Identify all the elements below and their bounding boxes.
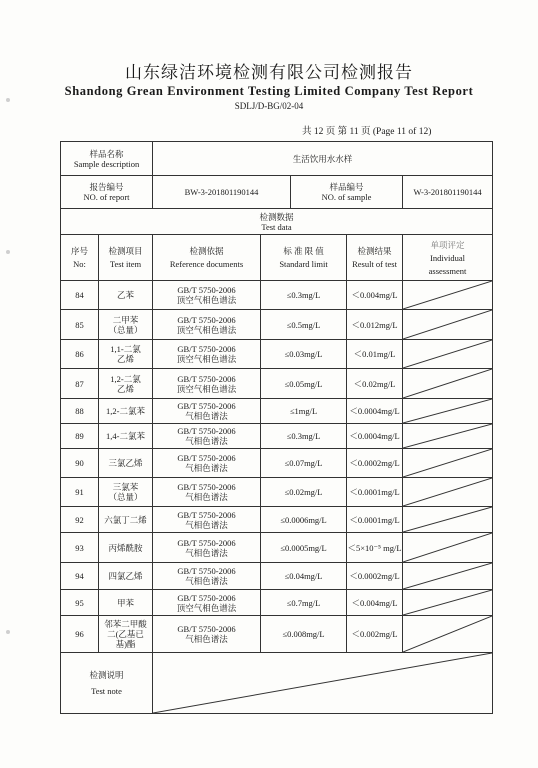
reference-document bbox=[153, 310, 261, 340]
test-item: 1,2-二氯苯 bbox=[99, 399, 153, 424]
test-result: ＜0.0004mg/L bbox=[347, 399, 403, 424]
test-item: 六氯丁二烯 bbox=[99, 507, 153, 533]
row-number: 84 bbox=[61, 281, 99, 310]
reference-method: 顶空气相色谱法 bbox=[176, 324, 237, 335]
reference-method: 气相色谱法 bbox=[185, 463, 228, 473]
row-number: 89 bbox=[61, 424, 99, 449]
table-row bbox=[61, 533, 493, 563]
test-item: 三氯乙烯 bbox=[99, 449, 153, 478]
row-number: 86 bbox=[61, 340, 99, 369]
table-row bbox=[61, 449, 493, 478]
test-data-heading-row bbox=[61, 209, 493, 235]
table-row bbox=[61, 616, 493, 653]
reference-standard: GB/T 5750-2006 bbox=[177, 509, 236, 520]
reference-document bbox=[153, 449, 261, 478]
reference-document bbox=[153, 533, 261, 563]
test-item: 甲苯 bbox=[99, 590, 153, 616]
diagonal-line-icon bbox=[403, 563, 492, 589]
reference-standard: GB/T 5750-2006 bbox=[177, 373, 236, 384]
reference-method: 顶空气相色谱法 bbox=[176, 602, 237, 613]
diagonal-line-icon bbox=[403, 449, 492, 477]
table-row bbox=[61, 478, 493, 507]
test-item: 乙苯 bbox=[99, 281, 153, 310]
assessment-cell bbox=[403, 507, 493, 533]
punch-hole bbox=[6, 98, 10, 102]
reference-method: 气相色谱法 bbox=[185, 634, 228, 644]
assessment-cell bbox=[403, 616, 493, 653]
reference-method: 顶空气相色谱法 bbox=[176, 354, 237, 364]
reference-method: 气相色谱法 bbox=[185, 436, 228, 446]
reference-method: 气相色谱法 bbox=[185, 411, 228, 421]
diagonal-line-icon bbox=[403, 310, 492, 339]
standard-limit: ≤0.0006mg/L bbox=[261, 507, 347, 533]
reference-document bbox=[153, 369, 261, 399]
row-number: 91 bbox=[61, 478, 99, 507]
reference-standard: GB/T 5750-2006 bbox=[177, 482, 236, 492]
diagonal-line-icon bbox=[153, 653, 492, 713]
punch-hole bbox=[6, 250, 10, 254]
diagonal-line-icon bbox=[403, 424, 492, 448]
row-number: 87 bbox=[61, 369, 99, 399]
test-result: ＜0.0001mg/L bbox=[347, 478, 403, 507]
diagonal-line-icon bbox=[403, 507, 492, 532]
assessment-cell bbox=[403, 590, 493, 616]
row-number: 92 bbox=[61, 507, 99, 533]
reference-method: 顶空气相色谱法 bbox=[176, 383, 237, 394]
reference-document bbox=[153, 590, 261, 616]
assessment-cell bbox=[403, 449, 493, 478]
sample-number-value: W-3-201801190144 bbox=[403, 176, 493, 209]
assessment-cell bbox=[403, 369, 493, 399]
punch-hole bbox=[6, 630, 10, 634]
test-item: 二甲苯 （总量） bbox=[99, 310, 153, 340]
document-code: SDLJ/D-BG/02-04 bbox=[234, 101, 304, 111]
table-row bbox=[61, 310, 493, 340]
test-item: 四氯乙烯 bbox=[99, 563, 153, 590]
reference-method: 气相色谱法 bbox=[185, 519, 228, 530]
assessment-cell bbox=[403, 478, 493, 507]
reference-standard: GB/T 5750-2006 bbox=[177, 453, 236, 463]
report-number-row bbox=[61, 176, 493, 209]
reference-document bbox=[153, 399, 261, 424]
test-item: 三氯苯 （总量） bbox=[99, 478, 153, 507]
test-result: ＜0.002mg/L bbox=[347, 616, 403, 653]
reference-document bbox=[153, 478, 261, 507]
reference-standard: GB/T 5750-2006 bbox=[177, 285, 236, 295]
sample-description-row bbox=[61, 142, 493, 176]
header-result: 检测结果 Result of test bbox=[347, 235, 403, 281]
reference-document bbox=[153, 340, 261, 369]
test-result: ＜0.0001mg/L bbox=[347, 507, 403, 533]
table-row bbox=[61, 590, 493, 616]
reference-method: 气相色谱法 bbox=[185, 492, 228, 502]
reference-document bbox=[153, 424, 261, 449]
header-reference: 检测依据 Reference documents bbox=[153, 235, 261, 281]
test-result: ＜0.02mg/L bbox=[347, 369, 403, 399]
test-report-table bbox=[60, 141, 493, 714]
page-info: 共 12 页 第 11 页 (Page 11 of 12) bbox=[302, 127, 432, 137]
test-item: 丙烯酰胺 bbox=[99, 533, 153, 563]
header-test-item: 检测项目 Test item bbox=[99, 235, 153, 281]
standard-limit: ≤0.02mg/L bbox=[261, 478, 347, 507]
header-standard-limit: 标 准 限 值 Standard limit bbox=[261, 235, 347, 281]
header-assessment: 单项评定 Individual assessment bbox=[403, 235, 493, 281]
standard-limit: ≤0.07mg/L bbox=[261, 449, 347, 478]
sample-description-label: 样品名称 Sample description bbox=[61, 142, 153, 176]
standard-limit: ≤0.03mg/L bbox=[261, 340, 347, 369]
reference-standard: GB/T 5750-2006 bbox=[177, 314, 236, 325]
assessment-cell bbox=[403, 563, 493, 590]
test-item: 1,2-二氯 乙烯 bbox=[99, 369, 153, 399]
standard-limit: ≤0.5mg/L bbox=[261, 310, 347, 340]
reference-method: 顶空气相色谱法 bbox=[176, 295, 237, 305]
test-item: 1,1-二氯 乙烯 bbox=[99, 340, 153, 369]
reference-standard: GB/T 5750-2006 bbox=[177, 566, 236, 576]
test-result: ＜0.012mg/L bbox=[347, 310, 403, 340]
test-note-label: 检测说明 Test note bbox=[61, 653, 153, 714]
table-row bbox=[61, 424, 493, 449]
reference-method: 气相色谱法 bbox=[185, 576, 228, 586]
column-header-row bbox=[61, 235, 493, 281]
diagonal-line-icon bbox=[403, 369, 492, 398]
diagonal-line-icon bbox=[403, 533, 492, 562]
table-row bbox=[61, 507, 493, 533]
diagonal-line-icon bbox=[403, 590, 492, 615]
test-result: ＜0.01mg/L bbox=[347, 340, 403, 369]
report-title-en: Shandong Grean Environment Testing Limited Company Test Report bbox=[64, 84, 474, 98]
assessment-cell bbox=[403, 310, 493, 340]
diagonal-line-icon bbox=[403, 399, 492, 423]
reference-document bbox=[153, 507, 261, 533]
diagonal-line-icon bbox=[403, 340, 492, 368]
test-note-content bbox=[153, 653, 493, 714]
assessment-cell bbox=[403, 424, 493, 449]
standard-limit: ≤0.3mg/L bbox=[261, 281, 347, 310]
assessment-cell bbox=[403, 340, 493, 369]
table-row bbox=[61, 281, 493, 310]
test-result: ＜0.0004mg/L bbox=[347, 424, 403, 449]
test-data-heading: 检测数据 Test data bbox=[61, 209, 493, 235]
test-result: ＜5×10⁻⁵ mg/L bbox=[347, 533, 403, 563]
table-row bbox=[61, 563, 493, 590]
reference-standard: GB/T 5750-2006 bbox=[177, 401, 236, 411]
standard-limit: ≤0.3mg/L bbox=[261, 424, 347, 449]
row-number: 94 bbox=[61, 563, 99, 590]
report-title-cn: 山东绿洁环境检测有限公司检测报告 bbox=[125, 63, 413, 83]
standard-limit: ≤1mg/L bbox=[261, 399, 347, 424]
test-item: 邻苯二甲酸 二(乙基已 基)酯 bbox=[99, 616, 153, 653]
diagonal-line-icon bbox=[403, 616, 492, 652]
row-number: 88 bbox=[61, 399, 99, 424]
row-number: 95 bbox=[61, 590, 99, 616]
diagonal-line-icon bbox=[403, 281, 492, 309]
test-item: 1,4-二氯苯 bbox=[99, 424, 153, 449]
diagonal-line-icon bbox=[403, 478, 492, 506]
reference-standard: GB/T 5750-2006 bbox=[177, 537, 236, 548]
reference-standard: GB/T 5750-2006 bbox=[177, 344, 236, 354]
row-number: 90 bbox=[61, 449, 99, 478]
assessment-cell bbox=[403, 399, 493, 424]
row-number: 96 bbox=[61, 616, 99, 653]
test-result: ＜0.004mg/L bbox=[347, 281, 403, 310]
reference-document bbox=[153, 616, 261, 653]
reference-method: 气相色谱法 bbox=[185, 547, 228, 558]
test-result: ＜0.004mg/L bbox=[347, 590, 403, 616]
sample-number-label: 样品编号 NO. of sample bbox=[291, 176, 403, 209]
header-seq: 序号 No: bbox=[61, 235, 99, 281]
test-result: ＜0.0002mg/L bbox=[347, 449, 403, 478]
row-number: 93 bbox=[61, 533, 99, 563]
reference-standard: GB/T 5750-2006 bbox=[177, 592, 236, 603]
test-result: ＜0.0002mg/L bbox=[347, 563, 403, 590]
row-number: 85 bbox=[61, 310, 99, 340]
sample-description-value: 生活饮用水水样 bbox=[153, 142, 493, 176]
reference-document bbox=[153, 281, 261, 310]
report-number-label: 报告编号 NO. of report bbox=[61, 176, 153, 209]
test-note-row bbox=[61, 653, 493, 714]
standard-limit: ≤0.7mg/L bbox=[261, 590, 347, 616]
standard-limit: ≤0.008mg/L bbox=[261, 616, 347, 653]
standard-limit: ≤0.0005mg/L bbox=[261, 533, 347, 563]
reference-standard: GB/T 5750-2006 bbox=[177, 624, 236, 634]
assessment-cell bbox=[403, 281, 493, 310]
reference-standard: GB/T 5750-2006 bbox=[177, 426, 236, 436]
standard-limit: ≤0.05mg/L bbox=[261, 369, 347, 399]
reference-document bbox=[153, 563, 261, 590]
table-row bbox=[61, 340, 493, 369]
assessment-cell bbox=[403, 533, 493, 563]
standard-limit: ≤0.04mg/L bbox=[261, 563, 347, 590]
report-number-value: BW-3-201801190144 bbox=[153, 176, 291, 209]
table-row bbox=[61, 399, 493, 424]
table-row bbox=[61, 369, 493, 399]
